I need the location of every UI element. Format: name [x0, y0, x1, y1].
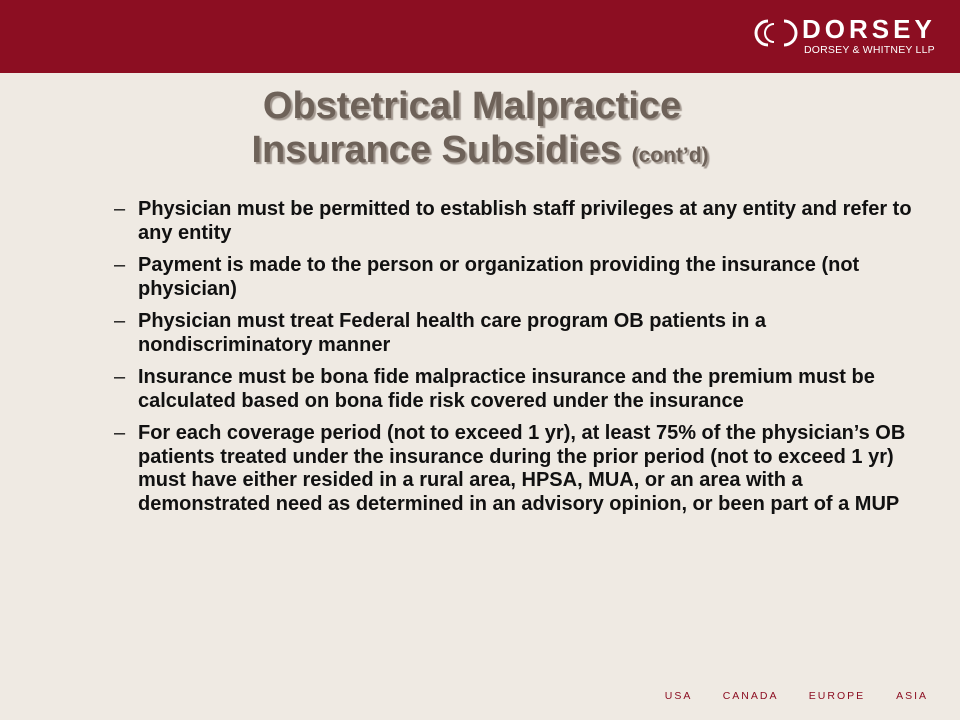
- header-bar: [0, 0, 960, 73]
- bullet-text: Physician must treat Federal health care program OB patients in a nondiscriminatory manner: [138, 310, 766, 356]
- bullet-list: [114, 198, 914, 525]
- bullet-text: For each coverage period (not to exceed 1 yr), at least 75% of the physician’s OB patients treated under the insurance during the prior period (not to exceed 1 yr) must have either resided in a rural area, HPSA, MUA, or an area with a demonstrated need as determined in an advisory opinion, or been part of a MUP: [138, 422, 906, 515]
- dorsey-logo-mark-icon: [752, 18, 800, 48]
- list-item: [114, 254, 914, 301]
- logo-subtitle: DORSEY & WHITNEY LLP: [804, 44, 935, 56]
- region-asia: ASIA: [896, 690, 928, 702]
- bullet-text: Payment is made to the person or organization providing the insurance (not physician): [138, 254, 860, 300]
- title-line-2: [0, 128, 960, 178]
- list-item: [114, 198, 914, 245]
- title-line-2-text: Insurance Subsidies: [251, 129, 622, 171]
- dorsey-logo: [752, 14, 938, 60]
- footer-regions: [639, 690, 928, 702]
- bullet-dash: –: [114, 310, 126, 332]
- region-europe: EUROPE: [808, 690, 866, 702]
- bullet-text: Physician must be permitted to establish staff privileges at any entity and refer to any entity: [138, 198, 912, 244]
- region-usa: USA: [664, 690, 692, 702]
- bullet-dash: –: [114, 198, 126, 220]
- bullet-text: Insurance must be bona fide malpractice insurance and the premium must be calculated based on bona fide risk covered under the insurance: [138, 366, 875, 412]
- list-item: [114, 310, 914, 357]
- title-line-1: Obstetrical Malpractice: [262, 85, 682, 127]
- bullet-dash: –: [114, 254, 126, 276]
- logo-name: DORSEY: [802, 14, 936, 44]
- region-canada: CANADA: [722, 690, 778, 702]
- list-item: [114, 422, 914, 516]
- bullet-dash: –: [114, 366, 126, 388]
- slide-title: [0, 84, 960, 178]
- title-suffix: (cont’d): [631, 144, 709, 167]
- bullet-dash: –: [114, 422, 126, 444]
- list-item: [114, 366, 914, 413]
